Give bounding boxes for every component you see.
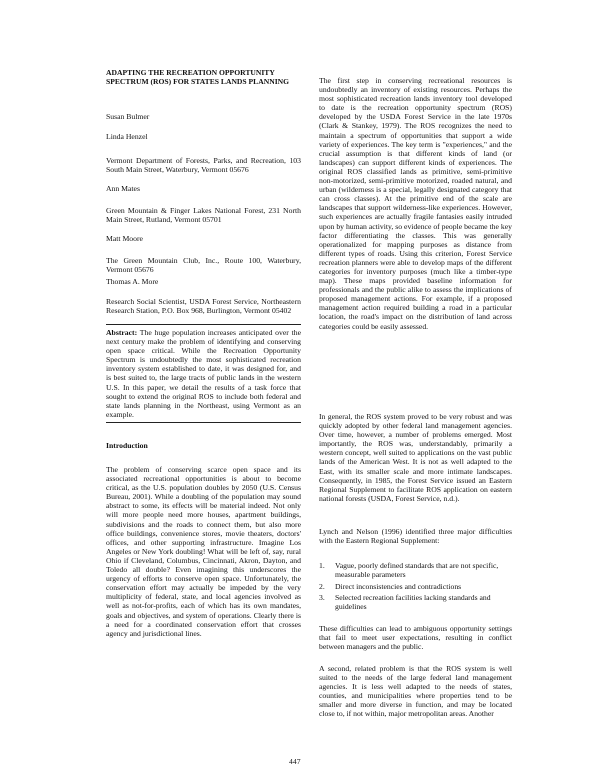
author-name: Susan Bulmer xyxy=(106,112,150,121)
list-number: 3. xyxy=(319,593,325,603)
list-text: Selected recreation facilities lacking standards and guidelines xyxy=(335,593,491,612)
paper-title: ADAPTING THE RECREATION OPPORTUNITY SPECTRUM (ROS) FOR STATES LANDS PLANNING xyxy=(106,68,290,86)
difficulties-list xyxy=(319,561,512,614)
author-affiliation: Green Mountain & Finger Lakes National Forest, 231 North Main Street, Rutland, Vermont 05701 xyxy=(106,206,301,225)
paragraph: The first step in conserving recreational resources is undoubtedly an inventory of existing resources. Perhaps the most sophisticated recreation lands inventory tool developed to date is the recreation opportunity spectrum (ROS) developed by the USDA Forest Service in the late 1970s (Clark & Stankey, 1979). The ROS recognizes the need to maintain a spectrum of opportunities that support a wide variety of experiences. The key term is "experiences," and the crucial assumption is that different kinds of land (or landscapes) can support different kinds of experiences. The original ROS classified lands as primitive, semi-primitive non-motorized, semi-primitive motorized, roaded natural, and urban (wilderness is a special, legally designated category that can cross classes). At the primitive end of the scale are landscapes that support wilderness-like experiences. However, such experiences are actually fragile fantasies easily intruded upon by human activity, so evidence of people became the key factor differentiating the classes. This was generally operationalized for mapping purposes as distance from different types of roads. Using this criterion, Forest Service recreation planners were able to develop maps of the different categories for inventory purposes (much like a timber-type map). These maps provided baseline information for professionals and the public alike to assess the implications of proposed management actions. For example, if a proposed management action required building a road in a particular location, the road's impact on the distribution of land across categories could be easily assessed. xyxy=(319,76,512,331)
paragraph: These difficulties can lead to ambiguous opportunity settings that fail to meet user expectations, resulting in conflict between managers and the public. xyxy=(319,624,512,652)
paragraph: The problem of conserving scarce open space and its associated recreational opportunities is about to become critical, as the U.S. population doubles by 2050 (U.S. Census Bureau, 2001). While a doubling of the population may sound abstract to some, its effects will be material indeed. Not only will more people need more houses, apartment buildings, subdivisions and the roads to connect them, but also more office buildings, convenience stores, movie theaters, doctors' offices, and other supporting infrastructure. Imagine Los Angeles or New York doubling! What will be left of, say, rural Ohio if Cleveland, Columbus, Cincinnati, Akron, Dayton, and Toledo all double? Even imagining this underscores the urgency of efforts to conserve open space. Unfortunately, the conservation effort may actually be impeded by the very multiplicity of federal, state, and local agencies involved as well as not-for-profits, each of which has its own mandates, goals and objectives, and system of operations. Clearly there is a need for a coordinated conservation effort that crosses agency and jurisdictional lines. xyxy=(106,465,301,638)
list-item xyxy=(319,561,512,579)
list-number: 2. xyxy=(319,581,325,591)
page-number: 447 xyxy=(289,757,301,766)
paragraph: A second, related problem is that the ROS system is well suited to the needs of the large federal land management agencies. It is less well adapted to the needs of states, counties, and municipalities where properties tend to be smaller and more diverse in function, and may be located close to, if not within, major metropolitan areas. Another xyxy=(319,664,512,719)
list-text: Direct inconsistencies and contradictions xyxy=(335,581,462,591)
paragraph: In general, the ROS system proved to be very robust and was quickly adopted by other federal land management agencies. Over time, however, a number of problems emerged. Most importantly, the ROS was, understandably, primarily a western concept, well suited to applications on the vast public lands of the American West. It is not as well adapted to the East, with its smaller scale and more intimate landscapes. Consequently, in 1985, the Forest Service issued an Eastern Regional Supplement to facilitate ROS application on eastern national forests (USDA, Forest Service, n.d.). xyxy=(319,412,512,503)
list-number: 1. xyxy=(319,561,325,570)
section-heading: Introduction xyxy=(106,441,148,450)
author-name: Ann Mates xyxy=(106,184,140,193)
list-text: Vague, poorly defined standards that are not specific, measurable parameters xyxy=(335,561,499,580)
list-item xyxy=(319,593,512,611)
author-affiliation: Research Social Scientist, USDA Forest Service, Northeastern Research Station, P.O. Box 968, Burlington, Vermont 05402 xyxy=(106,297,301,316)
list-item xyxy=(319,582,512,591)
author-name: Thomas A. More xyxy=(106,277,159,286)
author-name: Matt Moore xyxy=(106,234,143,243)
author-affiliation: The Green Mountain Club, Inc., Route 100, Waterbury, Vermont 05676 xyxy=(106,256,301,275)
abstract-label: Abstract: xyxy=(106,328,138,337)
abstract-text: The huge population increases anticipated over the next century make the problem of identifying and conserving open space critical. While the Recreation Opportunity Spectrum is undoubtedly the most sophisticated recreation inventory system established to date, it was designed for, and is best suited to, the large tracts of public lands in the western U.S. In this paper, we detail the results of a task force that sought to extend the original ROS to include both federal and state lands planning in the Northeast, using Vermont as an example. xyxy=(106,328,301,419)
author-affiliation: Vermont Department of Forests, Parks, and Recreation, 103 South Main Street, Waterbury, Vermont 05676 xyxy=(106,156,301,175)
abstract xyxy=(106,324,301,423)
paragraph: Lynch and Nelson (1996) identified three major difficulties with the Eastern Regional Supplement: xyxy=(319,527,512,546)
author-name: Linda Henzel xyxy=(106,132,148,141)
